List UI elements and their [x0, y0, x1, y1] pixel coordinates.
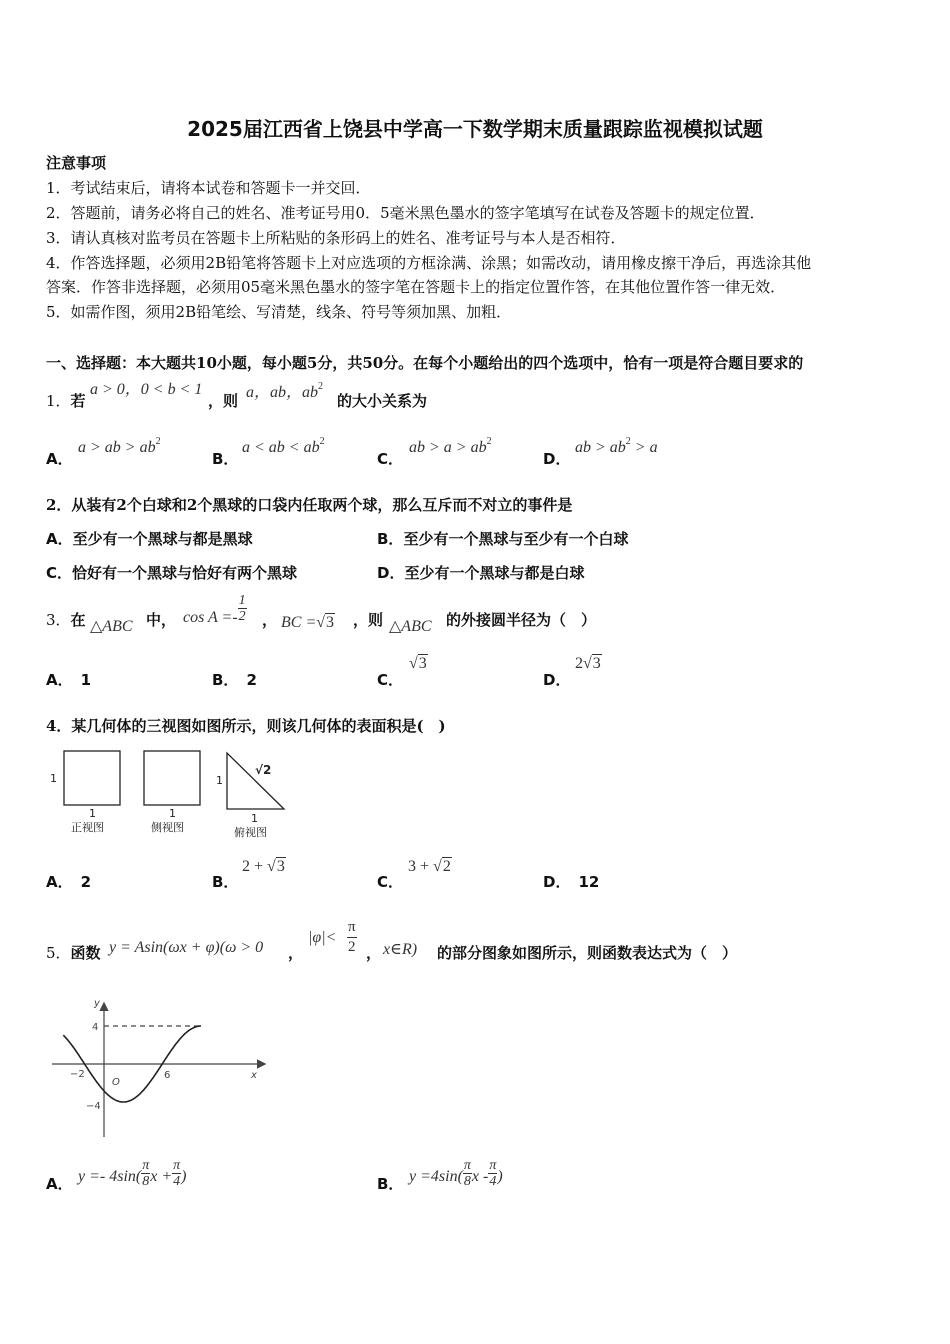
front-view-square: [64, 751, 120, 805]
option-label[interactable]: B．: [212, 450, 239, 468]
page-title: 2025届江西省上饶县中学高一下数学期末质量跟踪监视模拟试题: [187, 117, 763, 141]
option-b[interactable]: B． 2: [212, 671, 257, 689]
q3-text: 中，: [146, 611, 177, 629]
option-label[interactable]: B．: [212, 873, 239, 891]
q3-bc: BC =√3: [281, 614, 335, 631]
notice-item: 答案．作答非选择题，必须用05毫米黑色墨水的签字笔在答题卡上的指定位置作答，在其他位置作答一律无效．: [46, 278, 786, 296]
question-4: 4．某几何体的三视图如图所示，则该几何体的表面积是( ): [46, 717, 446, 735]
q1-vars: a，ab，$ab^2$: [246, 381, 324, 401]
question-3: 3．在: [46, 611, 86, 629]
q3-cos: cos A =- $\frac{1}{2}$: [183, 593, 246, 627]
front-height-label: 1: [50, 772, 57, 785]
notice-item: 2．答题前，请务必将自己的姓名、准考证号用0．5毫米黑色墨水的签字笔填写在试卷及答题卡的规定位置．: [46, 204, 765, 222]
top-width-label: 1: [251, 812, 258, 825]
three-view-figure: [44, 745, 304, 845]
q1-condition: a > 0，0 < b < 1: [90, 381, 203, 398]
front-width-label: 1: [89, 807, 96, 820]
q5-function: y = Asin(ωx + φ)(ω > 0: [109, 939, 264, 956]
x-axis-label: x: [251, 1070, 257, 1081]
notice-item: 3．请认真核对监考员在答题卡上所粘贴的条形码上的姓名、准考证号与本人是否相符．: [46, 229, 626, 247]
option-expr: 2 + √3: [242, 858, 285, 875]
q3-text: 的外接圆半径为（ ）: [446, 611, 597, 629]
section-heading: 一、选择题：本大题共10小题，每小题5分，共50分。在每个小题给出的四个选项中，恰有一项是符合题目要求的: [46, 354, 804, 372]
option-label[interactable]: C．: [377, 450, 404, 468]
question-5: 5．函数: [46, 944, 101, 962]
q3-text: ，: [262, 611, 278, 629]
option-expr: y =- 4sin( $\frac{\pi}{8}$ x + $\frac{\pi}{4}$ ): [78, 1158, 187, 1189]
hypotenuse-label: √2: [255, 763, 272, 777]
option-expr: ab > $ab^2 > a$: [575, 436, 658, 456]
option-a[interactable]: A．至少有一个黑球与都是黑球: [46, 530, 253, 548]
q1-text: ，则: [208, 392, 239, 410]
option-label[interactable]: C．: [377, 873, 404, 891]
top-view-label: 俯视图: [234, 826, 267, 839]
question-number: 1．: [46, 392, 71, 410]
option-d[interactable]: D． 12: [543, 873, 600, 891]
q5-pi-fraction: $\frac{\pi}{2}$: [348, 919, 356, 955]
q5-domain: x∈R): [383, 941, 418, 958]
option-expr: y =4sin( $\frac{\pi}{8}$ x - $\frac{\pi}{4}$ ): [409, 1158, 503, 1189]
notice-item: 1．考试结束后，请将本试卷和答题卡一并交回．: [46, 179, 371, 197]
option-b[interactable]: B．至少有一个黑球与至少有一个白球: [377, 530, 629, 548]
side-view-label: 侧视图: [151, 821, 184, 834]
option-a[interactable]: A． 2: [46, 873, 92, 891]
front-view-label: 正视图: [71, 821, 104, 834]
option-label[interactable]: A．: [46, 450, 73, 468]
option-label[interactable]: B．: [377, 1175, 404, 1193]
option-label[interactable]: D．: [543, 450, 571, 468]
y-min-label: −4: [86, 1101, 101, 1112]
question-1: 1．若: [46, 392, 86, 410]
x-pos-label: 6: [164, 1070, 171, 1081]
option-c[interactable]: C．恰好有一个黑球与恰好有两个黑球: [46, 564, 298, 582]
question-2: 2．从装有2个白球和2个黑球的口袋内任取两个球，那么互斥而不对立的事件是: [46, 496, 573, 514]
q5-text: 的部分图象如图所示，则函数表达式为（ ）: [437, 944, 738, 962]
x-neg-label: −2: [70, 1069, 85, 1080]
option-expr: a > ab > $ab^2$: [78, 436, 161, 456]
origin-label: O: [112, 1077, 120, 1088]
option-label[interactable]: C．: [377, 671, 404, 689]
side-view-square: [144, 751, 200, 805]
q5-text: ，: [288, 944, 304, 962]
side-width-label: 1: [169, 807, 176, 820]
q3-text: ，则: [353, 611, 384, 629]
q3-triangle: △ABC: [90, 618, 133, 635]
sine-graph: [44, 992, 274, 1142]
option-expr: √3: [409, 655, 427, 672]
notice-heading: 注意事项: [46, 154, 107, 172]
q5-phi: |φ|<: [308, 929, 337, 946]
option-expr: ab > $a > ab^2$: [409, 436, 492, 456]
option-d[interactable]: D．至少有一个黑球与都是白球: [377, 564, 585, 582]
q3-triangle: △ABC: [389, 618, 432, 635]
option-expr: a < ab < $ab^2$: [242, 436, 325, 456]
option-expr: 2√3: [575, 655, 601, 672]
top-height-label: 1: [216, 774, 223, 787]
option-a[interactable]: A． 1: [46, 671, 92, 689]
option-expr: 3 + √2: [408, 858, 451, 875]
q1-text: 的大小关系为: [337, 392, 428, 410]
notice-item: 5．如需作图，须用2B铅笔绘、写清楚，线条、符号等须加黑、加粗．: [46, 303, 512, 321]
top-view-triangle: [227, 753, 284, 809]
y-axis-label: y: [94, 998, 100, 1009]
option-label[interactable]: D．: [543, 671, 571, 689]
q5-text: ，: [366, 944, 382, 962]
y-max-label: 4: [92, 1022, 99, 1033]
option-label[interactable]: A．: [46, 1175, 73, 1193]
notice-item: 4．作答选择题，必须用2B铅笔将答题卡上对应选项的方框涂满、涂黑；如需改动，请用橡皮擦干净后，再选涂其他: [46, 254, 812, 272]
